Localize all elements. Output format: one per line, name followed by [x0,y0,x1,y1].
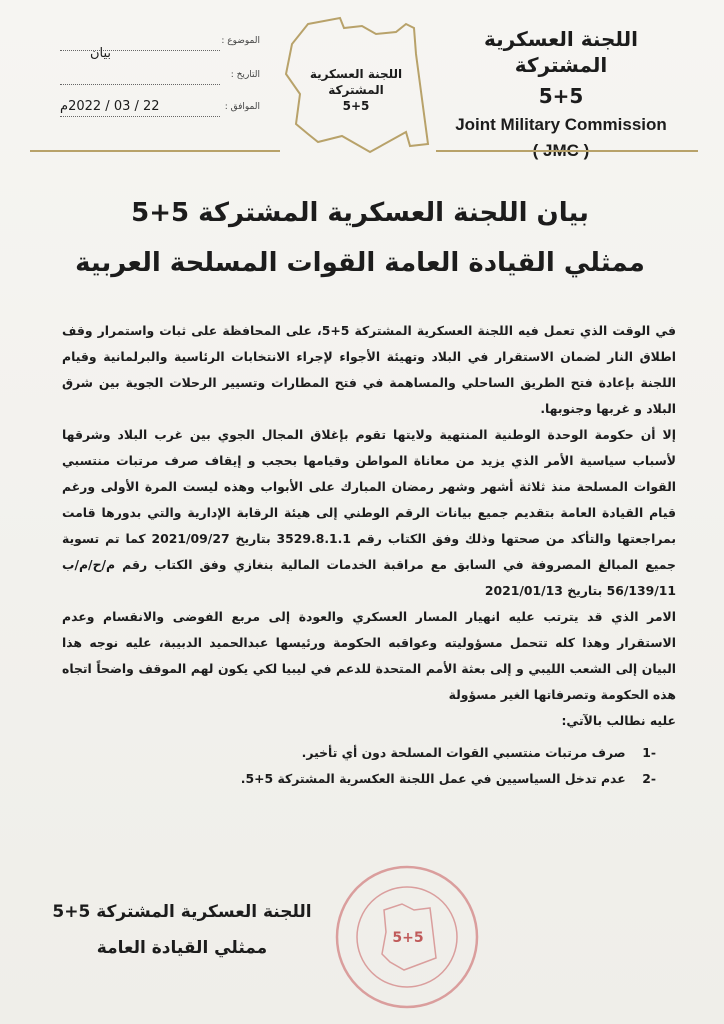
subject-line [60,50,220,51]
paragraph-1: في الوقت الذي تعمل فيه اللجنة العسكرية المشتركة 5+5، على المحافظة على ثبات واستمرار وقف اطلاق النار لضمان الاستقرار في البلاد وتهيئة الأجواء لإجراء الانتخابات الرئاسية والبرلمانية وقيام اللجنة بإعادة فتح الطريق الساحلي والمساهمة في فتح المطارات وتسيير الرحلات الجوية بين شرق البلاد و غربها وجنوبها. [62,323,676,416]
stamp-text: 5+5 [392,930,424,946]
subject-label: الموضوع : [221,36,260,46]
hijri-label: الموافق : [224,102,260,112]
org-name-english: Joint Military Commission [455,115,667,134]
signature-line-2: ممثلي القيادة العامة [96,938,268,958]
signature-block [52,894,312,966]
list-item [62,740,656,766]
demands-intro: عليه نطالب بالآتي: [561,713,676,728]
org-name-arabic: اللجنة العسكرية المشتركة [484,27,638,77]
date-row [60,70,260,92]
org-header [446,26,676,162]
demands-list [62,740,676,792]
document-body [62,318,676,792]
org-number: 5+5 [538,84,584,108]
hijri-value: 22 / 03 / 2022م [60,99,160,114]
hijri-row [60,99,260,124]
paragraph-2: إلا أن حكومة الوحدة الوطنية المنتهية ولايتها تقوم بإغلاق المجال الجوي بين غرب البلاد وشرقها لأسباب سياسية الأمر الذي يزيد من معاناة المواطن وقيامها بحجب و إيقاف صرف مرتبات منتسبي القوات المسلحة منذ ثلاثة أشهر وشهر رمضان المبارك على الأبواب وهذه ليست المرة الأولى ورغم قيام القيادة العامة بتقديم جميع بيانات الرقم الوطني إلى هيئة الرقابة الإدارية والتي بدورها قامت بمراجعتها والتأكد من صحتها وذلك وفق الكتاب رقم 3529.8.1.1 بتاريخ 2021/09/27 كما تم تسوية جميع المبالغ المصروفة في السابق مع مراقبة الخدمات المالية بنغازي وفق الكتاب رقم م/ح/م/ب 56/139/11 بتاريخ 2021/01/13 [62,427,676,598]
list-item [62,766,656,792]
logo-text [286,66,426,114]
date-label: التاريخ : [230,70,260,80]
list-item-text: عدم تدخل السياسيين في عمل اللجنة العكسرية المشتركة 5+5. [240,771,626,786]
header-rule-left [30,150,280,152]
subject-row [60,36,260,61]
hijri-line [60,116,220,117]
list-item-number: -2 [642,771,656,786]
list-item-text: صرف مرتبات منتسبي القوات المسلحة دون أي تأخير. [301,745,626,760]
document-title: بيان اللجنة العسكرية المشتركة 5+5 [131,198,589,228]
header-rule-right [436,150,698,152]
list-item-number: -1 [642,745,656,760]
subject-value: بيان [90,46,112,61]
paragraph-3: الامر الذي قد يترتب عليه انهيار المسار العسكري والعودة إلى مربع الفوضى والانقسام وعدم الاستقرار وهذا كله تتحمل مسؤوليته وعواقبه الحكومة ورئيسها عبدالحميد الدبيبة، عليه نوجه هذا البيان إلى الشعب الليبي و إلى بعثة الأمم المتحدة للدعم في ليبيا لكي يكون لهم الموقف واضحاً اتجاه هذه الحكومة وتصرفاتها الغير مسؤولة [62,609,676,702]
signature-line-1: اللجنة العسكرية المشتركة 5+5 [52,902,312,922]
date-line [60,84,220,85]
org-abbreviation: ( JMC ) [532,141,590,160]
logo-text-line1: اللجنة العسكرية المشتركة [309,67,403,97]
logo-text-line2: 5+5 [342,99,370,113]
document-subtitle: ممثلي القيادة العامة القوات المسلحة العربية [75,248,645,278]
